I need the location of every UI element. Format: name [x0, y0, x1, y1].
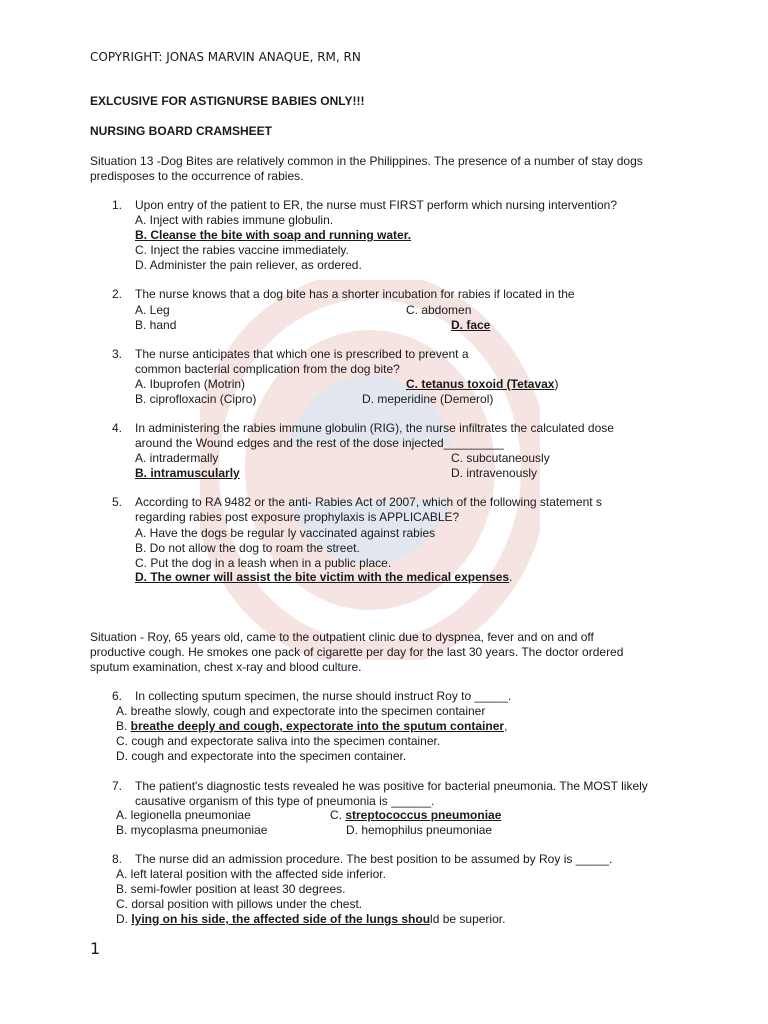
q7-stem-line-2: causative organism of this type of pneumonia is ______. [135, 794, 435, 808]
q7-option-c-group [330, 808, 501, 823]
q4-option-a: A. intradermally [135, 451, 219, 465]
q8-option-a: A. left lateral position with the affected side inferior. [116, 867, 386, 881]
situation-roy-line-3: sputum examination, chest x-ray and blood culture. [90, 660, 362, 674]
q8-number: 8. [112, 852, 123, 866]
q1-number: 1. [112, 198, 123, 212]
q5-option-b: B. Do not allow the dog to roam the street. [135, 541, 360, 555]
q2-option-b: B. hand [135, 318, 177, 332]
q3-option-a: A. Ibuprofen (Motrin) [135, 377, 246, 391]
q4-option-d: D. intravenously [451, 466, 538, 480]
q7-option-b: B. mycoplasma pneumoniae [116, 823, 268, 837]
q6-option-b-prefix: B. [116, 719, 131, 733]
q4-stem-line-2: around the Wound edges and the rest of the dose injected_________ [135, 436, 504, 450]
q5-option-d-answer: D. The owner will assist the bite victim with the medical expenses [135, 570, 510, 584]
q7-stem-line-1: The patient's diagnostic tests revealed he was positive for bacterial pneumonia. The MOST likely [135, 779, 648, 793]
q2-option-a: A. Leg [135, 303, 170, 317]
q3-number: 3. [112, 347, 123, 361]
q3-option-c-tail: ) [554, 377, 559, 391]
page-title: NURSING BOARD CRAMSHEET [90, 124, 273, 138]
q8-option-d-tail: ld be superior. [430, 912, 506, 926]
q1-option-d: D. Administer the pain reliever, as ordered. [135, 258, 362, 272]
q3-option-d: D. meperidine (Demerol) [362, 392, 494, 406]
q6-option-b-group [116, 719, 507, 734]
exclusive-notice: EXLCUSIVE FOR ASTIGNURSE BABIES ONLY!!! [90, 94, 365, 108]
q8-option-d-group [116, 912, 505, 927]
situation-roy-line-1: Situation - Roy, 65 years old, came to the outpatient clinic due to dyspnea, fever and on and off [90, 630, 594, 644]
situation-13-line-2: predisposes to the occurrence of rabies. [90, 169, 304, 183]
q5-option-d-tail: . [509, 570, 513, 584]
q6-option-c: C. cough and expectorate saliva into the specimen container. [116, 734, 441, 748]
q6-option-d: D. cough and expectorate into the specimen container. [116, 749, 407, 763]
q2-number: 2. [112, 287, 123, 301]
q7-option-c-answer: streptococcus pneumoniae [345, 808, 502, 822]
q7-option-d: D. hemophilus pneumoniae [346, 823, 493, 837]
q8-option-b: B. semi-fowler position at least 30 degrees. [116, 882, 346, 896]
copyright-line: COPYRIGHT: JONAS MARVIN ANAQUE, RM, RN [90, 50, 361, 64]
q5-number: 5. [112, 495, 123, 509]
page-number: 1 [90, 939, 101, 958]
q3-stem-line-2: common bacterial complication from the dog bite? [135, 362, 400, 376]
q4-option-b-answer: B. intramuscularly [135, 466, 240, 480]
q7-number: 7. [112, 779, 123, 793]
q4-option-c: C. subcutaneously [451, 451, 550, 465]
situation-13-line-1: Situation 13 -Dog Bites are relatively common in the Philippines. The presence of a number of stay dogs [90, 154, 643, 168]
q2-option-c: C. abdomen [406, 303, 472, 317]
q1-option-a: A. Inject with rabies immune globulin. [135, 213, 334, 227]
q1-stem: Upon entry of the patient to ER, the nurse must FIRST perform which nursing intervention? [135, 198, 618, 212]
q6-option-b-tail: , [504, 719, 508, 733]
q6-stem: In collecting sputum specimen, the nurse should instruct Roy to _____. [135, 689, 512, 703]
q3-option-c-answer: C. tetanus toxoid (Tetavax [406, 377, 555, 391]
q5-stem-line-1: According to RA 9482 or the anti- Rabies Act of 2007, which of the following statement s [135, 495, 602, 509]
q6-option-b-answer: breathe deeply and cough, expectorate into the sputum container [130, 719, 505, 733]
q4-number: 4. [112, 421, 123, 435]
q8-option-d-prefix: D. [116, 912, 132, 926]
q1-option-c: C. Inject the rabies vaccine immediately. [135, 243, 349, 257]
q3-option-b: B. ciprofloxacin (Cipro) [135, 392, 257, 406]
q3-stem-line-1: The nurse anticipates that which one is prescribed to prevent a [135, 347, 469, 361]
q5-option-d-group [135, 570, 512, 585]
q7-option-c-prefix: C. [330, 808, 346, 822]
q7-option-a: A. legionella pneumoniae [116, 808, 251, 822]
q2-stem: The nurse knows that a dog bite has a shorter incubation for rabies if located in the [135, 287, 575, 301]
q6-option-a: A. breathe slowly, cough and expectorate into the specimen container [116, 704, 486, 718]
q4-stem-line-1: In administering the rabies immune globulin (RIG), the nurse infiltrates the calculated dose [135, 421, 614, 435]
q1-option-b-answer: B. Cleanse the bite with soap and running water. [135, 228, 412, 242]
situation-roy-line-2: productive cough. He smokes one pack of cigarette per day for the last 30 years. The doctor ordered [90, 645, 624, 659]
q3-option-c-group [406, 377, 558, 392]
q5-stem-line-2: regarding rabies post exposure prophylaxis is APPLICABLE? [135, 510, 460, 524]
q2-option-d-answer: D. face [451, 318, 491, 332]
q8-option-d-answer: lying on his side, the affected side of the lungs shou [131, 912, 431, 926]
q5-option-c: C. Put the dog in a leash when in a public place. [135, 556, 392, 570]
q5-option-a: A. Have the dogs be regular ly vaccinated against rabies [135, 526, 436, 540]
q8-option-c: C. dorsal position with pillows under the chest. [116, 897, 363, 911]
q6-number: 6. [112, 689, 123, 703]
q8-stem: The nurse did an admission procedure. The best position to be assumed by Roy is _____. [135, 852, 613, 866]
